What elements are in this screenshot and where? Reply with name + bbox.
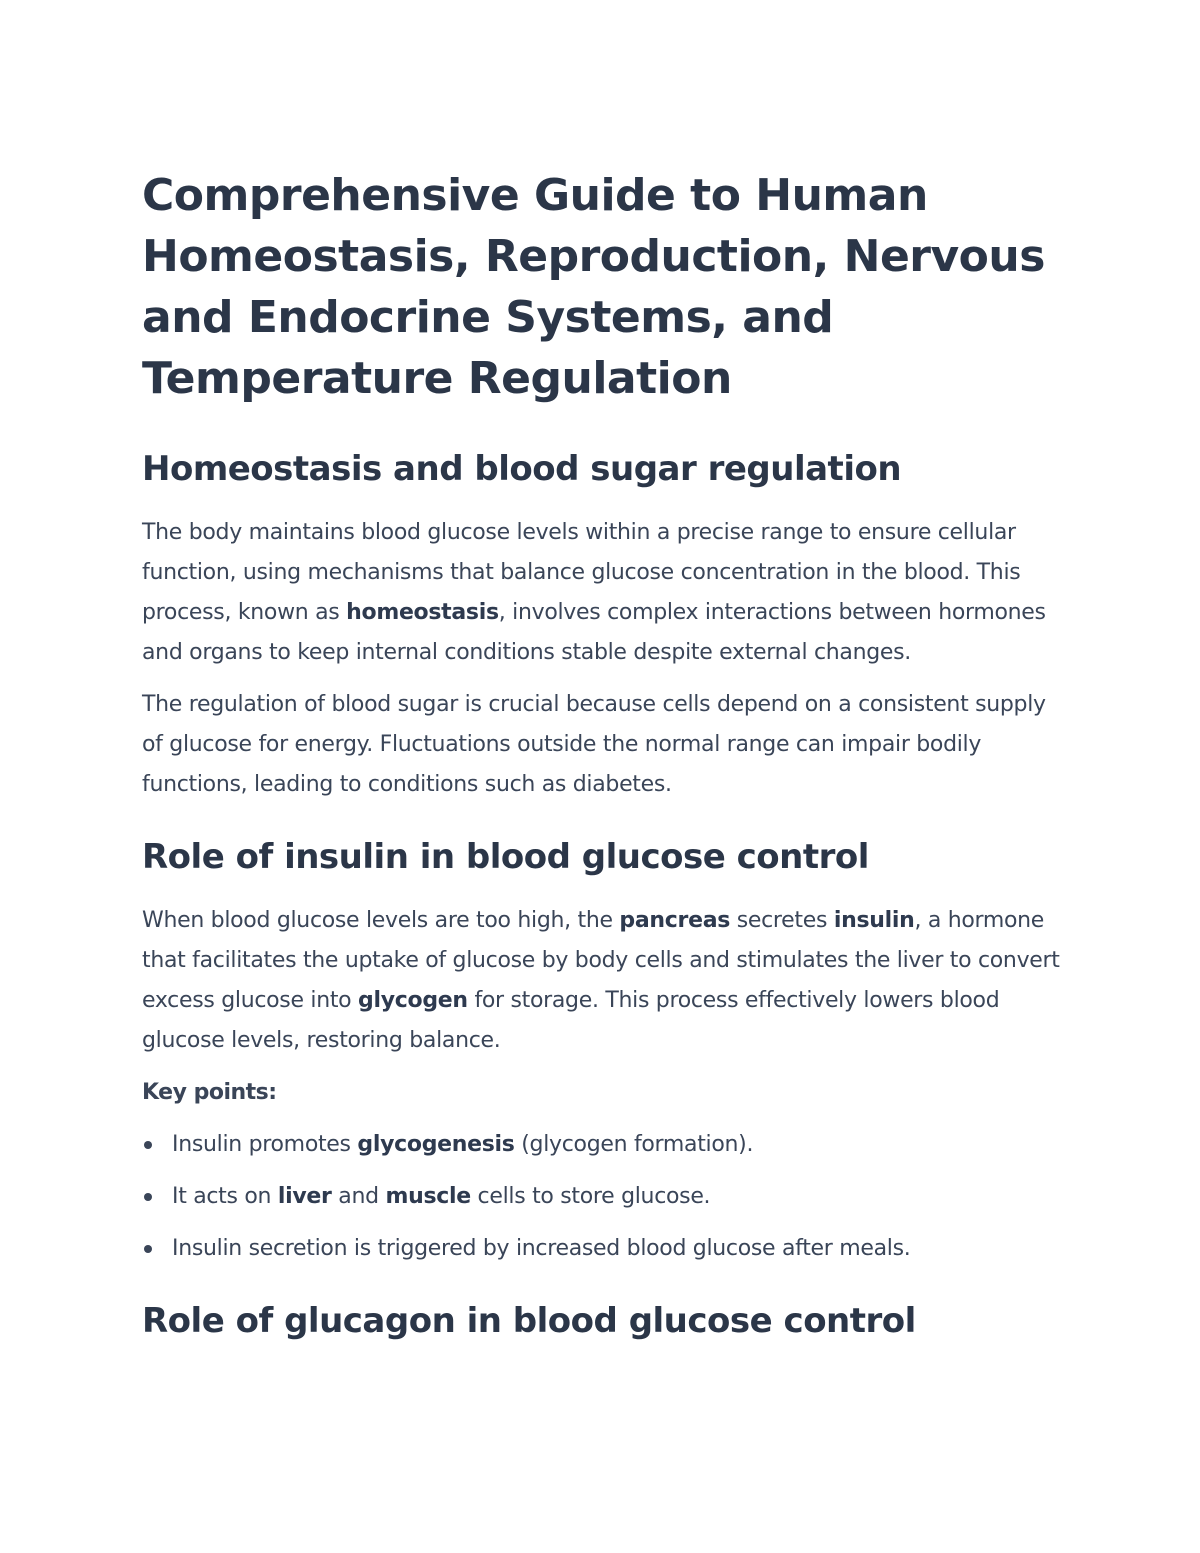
text-run: When blood glucose levels are too high, the — [142, 908, 620, 933]
text-run: and — [331, 1184, 386, 1209]
list-item — [142, 1177, 1062, 1217]
paragraph-homeostasis-intro — [142, 513, 1062, 673]
text-run: cells to store glucose. — [470, 1184, 711, 1209]
list-item — [142, 1125, 1062, 1165]
term-glycogen: glycogen — [358, 988, 468, 1013]
bullet-icon — [144, 1193, 152, 1201]
term-muscle: muscle — [385, 1184, 471, 1209]
section-heading-homeostasis: Homeostasis and blood sugar regulation — [142, 449, 902, 489]
text-run: , a hormone that facilitates the uptake of glucose by body cells and stimulates the liver to convert excess glucose into — [142, 908, 1060, 1013]
key-points-label: Key points: — [142, 1080, 277, 1105]
paragraph-blood-sugar-importance — [142, 685, 1062, 805]
text-run: (glycogen formation). — [514, 1132, 754, 1157]
text-run: The regulation of blood sugar is crucial because cells depend on a consistent supply of glucose for energy. Fluctuations outside the normal range can impair bodily functions, leading to conditions such as diabetes. — [142, 692, 1046, 797]
text-run: secretes — [730, 908, 834, 933]
text-run: It acts on — [172, 1184, 278, 1209]
text-run: for storage. This process effectively lowers blood glucose levels, restoring balance. — [142, 988, 1000, 1053]
document-title: Comprehensive Guide to Human Homeostasis, Reproduction, Nervous and Endocrine Systems, and Temperature Regulation — [142, 170, 1045, 404]
bullet-icon — [144, 1141, 152, 1149]
term-insulin: insulin — [833, 908, 915, 933]
term-homeostasis: homeostasis — [346, 600, 499, 625]
key-points-list — [142, 1125, 1062, 1269]
text-run: Insulin secretion is triggered by increased blood glucose after meals. — [172, 1236, 911, 1261]
document-page — [142, 165, 1062, 1365]
section-heading-glucagon: Role of glucagon in blood glucose control — [142, 1301, 916, 1341]
paragraph-insulin — [142, 901, 1062, 1061]
term-pancreas: pancreas — [619, 908, 731, 933]
text-run: The body maintains blood glucose levels within a precise range to ensure cellular function, using mechanisms that balance glucose concentration in the blood. This process, known as — [142, 520, 1021, 625]
term-liver: liver — [277, 1184, 332, 1209]
bullet-icon — [144, 1245, 152, 1253]
text-run: Insulin promotes — [172, 1132, 358, 1157]
term-glycogenesis: glycogenesis — [357, 1132, 515, 1157]
section-heading-insulin: Role of insulin in blood glucose control — [142, 837, 869, 877]
list-item — [142, 1229, 1062, 1269]
text-run: , involves complex interactions between hormones and organs to keep internal conditions stable despite external changes. — [142, 600, 1046, 665]
